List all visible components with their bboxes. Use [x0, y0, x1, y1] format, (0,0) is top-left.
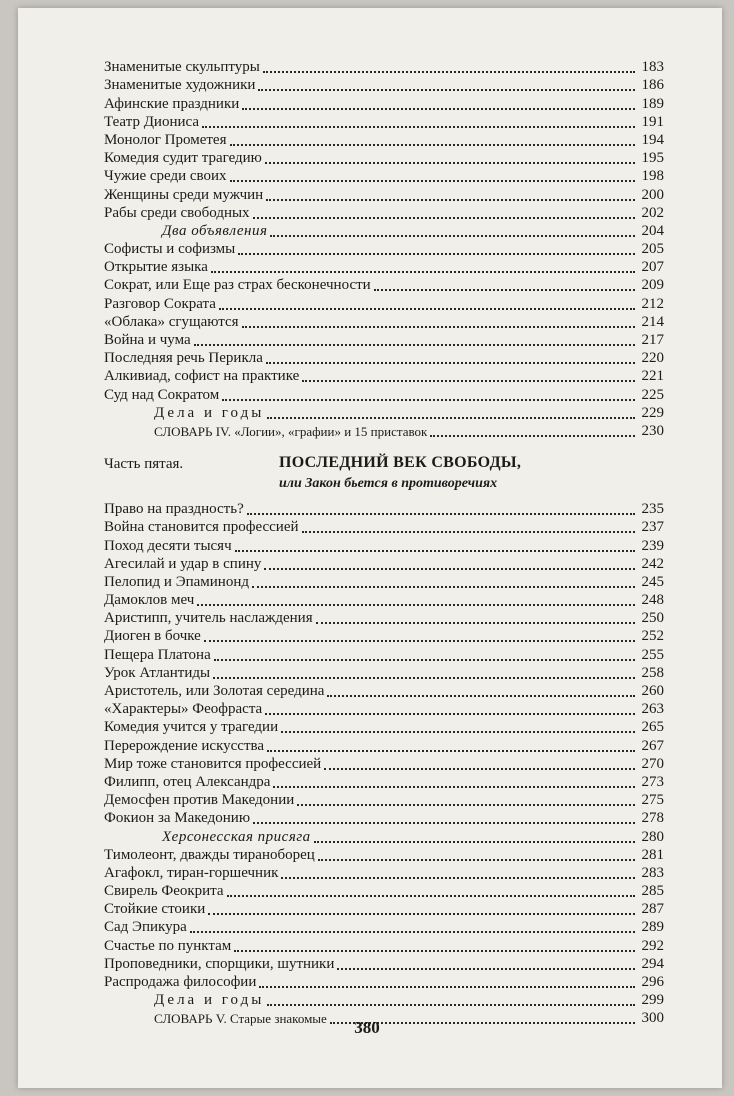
- toc-entry-page: 204: [641, 222, 664, 239]
- toc-entry-title: Дамоклов меч: [104, 592, 195, 609]
- toc-entry-page: 186: [641, 77, 664, 94]
- part-heading: [104, 454, 664, 494]
- toc-entry-page: 220: [641, 350, 664, 367]
- dot-leader: [266, 362, 635, 364]
- toc-entry: [104, 222, 664, 240]
- toc-entry-page: 209: [641, 277, 664, 294]
- toc-entry: [104, 536, 664, 554]
- toc-entry: [104, 313, 664, 331]
- dot-leader: [259, 986, 635, 988]
- toc-entry-page: 212: [641, 295, 664, 312]
- toc-entry-page: 299: [641, 992, 664, 1009]
- toc-entry: [104, 809, 664, 827]
- toc-entry-title: «Характеры» Феофраста: [104, 701, 263, 718]
- toc-entry-page: 294: [641, 955, 664, 972]
- toc-entry-title: Дела и годы: [154, 404, 265, 421]
- toc-entry-page: 300: [641, 1010, 664, 1027]
- toc-entry: [104, 258, 664, 276]
- dot-leader: [281, 877, 635, 879]
- dot-leader: [253, 822, 635, 824]
- dot-leader: [211, 271, 635, 273]
- toc-entry: [104, 736, 664, 754]
- dot-leader: [230, 144, 636, 146]
- dot-leader: [197, 604, 635, 606]
- toc-entry-title: Суд над Сократом: [104, 386, 220, 403]
- toc-entry-title: Комедия судит трагедию: [104, 150, 262, 167]
- toc-entry-page: 296: [641, 974, 664, 990]
- dot-leader: [235, 550, 635, 552]
- dot-leader: [430, 435, 635, 437]
- toc-entry-page: 207: [641, 259, 664, 276]
- toc-entry-page: 270: [641, 755, 664, 772]
- toc-entry-title: Аристипп, учитель наслаждения: [104, 610, 313, 627]
- dot-leader: [273, 786, 635, 788]
- toc-entry: [104, 973, 664, 991]
- toc-entry: [104, 627, 664, 645]
- toc-entry-page: 217: [641, 332, 664, 348]
- toc-entry: [104, 573, 664, 591]
- dot-leader: [258, 89, 635, 91]
- toc-entry: [104, 185, 664, 203]
- toc-entry-page: 258: [641, 664, 664, 681]
- toc-entry-title: Агафокл, тиран-горшечник: [104, 864, 279, 881]
- toc-entry-page: 191: [641, 113, 664, 130]
- toc-entry-page: 267: [641, 737, 664, 754]
- toc-entry-page: 195: [641, 150, 664, 167]
- toc-entry: [104, 404, 664, 422]
- toc-entry-title: Право на праздность?: [104, 501, 244, 518]
- dot-leader: [204, 640, 635, 642]
- toc-entry-page: 263: [641, 701, 664, 718]
- dot-leader: [270, 235, 635, 237]
- toc-entry: [104, 791, 664, 809]
- toc-entry-title: Стойкие стоики: [104, 901, 206, 918]
- toc-entry-title: Сократ, или Еще раз страх бесконечности: [104, 277, 371, 294]
- toc-entry-page: 273: [641, 773, 664, 790]
- toc-entry-page: 278: [641, 810, 664, 827]
- toc-entry-title: Диоген в бочке: [104, 628, 201, 645]
- toc-entry: [104, 882, 664, 900]
- dot-leader: [267, 417, 635, 419]
- toc-entry: [104, 827, 664, 845]
- toc-entry-title: Чужие среди своих: [104, 168, 227, 185]
- toc-entry: [104, 955, 664, 973]
- part-title: ПОСЛЕДНИЙ ВЕК СВОБОДЫ,: [279, 453, 522, 471]
- dot-leader: [267, 1004, 635, 1006]
- toc-entry: [104, 422, 664, 440]
- toc-entry-page: 283: [641, 864, 664, 881]
- toc-entry: [104, 518, 664, 536]
- toc-entry-title: Свирель Феокрита: [104, 883, 224, 900]
- toc-entry: [104, 149, 664, 167]
- toc-entry-title: Рабы среди свободных: [104, 204, 250, 221]
- toc-entry-title: Алкивиад, софист на практике: [104, 368, 300, 385]
- dot-leader: [227, 895, 635, 897]
- toc-entry-page: 252: [641, 628, 664, 645]
- toc-entry-page: 281: [641, 846, 664, 863]
- toc-entry: [104, 94, 664, 112]
- toc-entry: [104, 367, 664, 385]
- toc-entry-page: 230: [641, 422, 664, 439]
- toc-entry-page: 245: [641, 573, 664, 590]
- toc-entry-page: 255: [641, 646, 664, 663]
- toc-entry: [104, 500, 664, 518]
- toc-entry: [104, 58, 664, 76]
- toc-entry-page: 200: [641, 186, 664, 203]
- dot-leader: [247, 513, 635, 515]
- toc-entry-title: Пелопид и Эпаминонд: [104, 573, 249, 590]
- toc-entry-title: Монолог Прометея: [104, 131, 227, 148]
- toc-entry-page: 260: [641, 683, 664, 699]
- dot-leader: [265, 713, 635, 715]
- toc-entry-page: 250: [641, 610, 664, 627]
- toc-entry-title: Мир тоже становится профессией: [104, 755, 322, 772]
- toc-entry: [104, 591, 664, 609]
- toc-entry-page: 202: [641, 204, 664, 221]
- dot-leader: [214, 659, 635, 661]
- toc-entry-page: 239: [641, 537, 664, 554]
- dot-leader: [208, 913, 635, 915]
- toc-entry-page: 189: [641, 95, 664, 112]
- toc-entry-title: Агесилай и удар в спину: [104, 555, 262, 572]
- dot-leader: [264, 568, 635, 570]
- toc-entry-title: Софисты и софизмы: [104, 241, 236, 258]
- toc-entry-title: Афинские праздники: [104, 95, 240, 112]
- toc-entry-title: Два объявления: [162, 222, 268, 239]
- toc-entry-page: 183: [641, 59, 664, 76]
- toc-entry-page: 225: [641, 386, 664, 403]
- dot-leader: [267, 750, 635, 752]
- toc-entry-title: «Облака» сгущаются: [104, 313, 239, 330]
- toc-entry: [104, 900, 664, 918]
- toc-entry: [104, 755, 664, 773]
- dot-leader: [234, 950, 635, 952]
- toc-entry-title: Знаменитые скульптуры: [104, 59, 260, 76]
- toc-entry: [104, 331, 664, 349]
- dot-leader: [302, 380, 635, 382]
- toc-entry: [104, 918, 664, 936]
- dot-leader: [302, 531, 635, 533]
- toc-entry: [104, 718, 664, 736]
- dot-leader: [253, 217, 635, 219]
- toc-entry-page: 194: [641, 131, 664, 148]
- toc-entry-title: Женщины среди мужчин: [104, 186, 264, 203]
- toc-entry: [104, 682, 664, 700]
- dot-leader: [297, 804, 635, 806]
- page-number: 380: [354, 1018, 380, 1037]
- toc-entry-title: Урок Атлантиды: [104, 664, 211, 681]
- toc-entry-page: 275: [641, 792, 664, 809]
- dot-leader: [230, 180, 635, 182]
- toc-entry-page: 289: [641, 919, 664, 936]
- table-of-contents: [104, 58, 664, 1027]
- part-label: Часть пятая.: [104, 455, 184, 472]
- toc-entry: [104, 131, 664, 149]
- toc-entry-title: Поход десяти тысяч: [104, 537, 232, 554]
- dot-leader: [324, 768, 635, 770]
- toc-entry: [104, 864, 664, 882]
- toc-entry-title: СЛОВАРЬ V. Старые знакомые: [154, 1011, 327, 1027]
- dot-leader: [194, 344, 635, 346]
- toc-entry-title: Херсонесская присяга: [162, 828, 311, 845]
- dot-leader: [281, 731, 635, 733]
- toc-entry: [104, 555, 664, 573]
- toc-entry-page: 248: [641, 592, 664, 609]
- dot-leader: [318, 859, 635, 861]
- toc-list-part5: [104, 500, 664, 1027]
- toc-entry-title: Аристотель, или Золотая середина: [104, 683, 325, 699]
- toc-entry-title: Комедия учится у трагедии: [104, 719, 279, 736]
- toc-entry-title: Фокион за Македонию: [104, 810, 251, 827]
- dot-leader: [202, 126, 635, 128]
- toc-entry-page: 229: [641, 404, 664, 421]
- toc-entry-page: 214: [641, 313, 664, 330]
- toc-entry-title: Война и чума: [104, 332, 191, 348]
- dot-leader: [238, 253, 635, 255]
- book-page: [18, 8, 722, 1088]
- dot-leader: [337, 968, 635, 970]
- toc-entry: [104, 664, 664, 682]
- toc-entry: [104, 276, 664, 294]
- toc-entry: [104, 991, 664, 1009]
- toc-entry-page: 280: [641, 828, 664, 845]
- dot-leader: [316, 622, 635, 624]
- toc-entry-title: Разговор Сократа: [104, 295, 216, 312]
- toc-entry: [104, 167, 664, 185]
- toc-entry: [104, 113, 664, 131]
- toc-entry: [104, 936, 664, 954]
- dot-leader: [213, 677, 635, 679]
- toc-entry: [104, 76, 664, 94]
- toc-entry-title: Театр Диониса: [104, 113, 200, 130]
- toc-entry-title: Пещера Платона: [104, 646, 211, 663]
- toc-entry-title: Война становится профессией: [104, 519, 299, 536]
- toc-entry: [104, 609, 664, 627]
- toc-list-part4: [104, 58, 664, 440]
- toc-entry-page: 285: [641, 883, 664, 900]
- toc-entry-title: СЛОВАРЬ IV. «Логии», «графии» и 15 приставок: [154, 423, 428, 439]
- dot-leader: [222, 399, 635, 401]
- dot-leader: [265, 162, 635, 164]
- toc-entry-title: Счастье по пунктам: [104, 937, 232, 954]
- toc-entry-title: Распродажа философии: [104, 974, 257, 990]
- dot-leader: [314, 841, 635, 843]
- dot-leader: [374, 289, 635, 291]
- toc-entry-page: 221: [641, 368, 664, 385]
- dot-leader: [327, 695, 635, 697]
- toc-entry-page: 198: [641, 168, 664, 185]
- toc-entry-page: 242: [641, 555, 664, 572]
- toc-entry-title: Перерождение искусства: [104, 737, 265, 754]
- toc-entry-title: Проповедники, спорщики, шутники: [104, 955, 335, 972]
- toc-entry-title: Знаменитые художники: [104, 77, 256, 94]
- dot-leader: [219, 308, 635, 310]
- toc-entry-page: 237: [641, 519, 664, 536]
- dot-leader: [190, 931, 635, 933]
- toc-entry-title: Демосфен против Македонии: [104, 792, 295, 809]
- toc-entry-title: Тимолеонт, дважды тираноборец: [104, 846, 315, 863]
- dot-leader: [242, 326, 635, 328]
- dot-leader: [266, 199, 635, 201]
- dot-leader: [263, 71, 635, 73]
- toc-entry-title: Дела и годы: [154, 992, 265, 1009]
- part-subtitle: или Закон бьется в противоречиях: [279, 475, 498, 491]
- dot-leader: [242, 108, 635, 110]
- dot-leader: [252, 586, 635, 588]
- toc-entry-page: 265: [641, 719, 664, 736]
- toc-entry: [104, 773, 664, 791]
- toc-entry-page: 205: [641, 241, 664, 258]
- toc-entry-title: Филипп, отец Александра: [104, 773, 271, 790]
- toc-entry: [104, 204, 664, 222]
- toc-entry: [104, 294, 664, 312]
- toc-entry-title: Последняя речь Перикла: [104, 350, 263, 367]
- toc-entry-page: 292: [641, 937, 664, 954]
- toc-entry: [104, 700, 664, 718]
- toc-entry-title: Открытие языка: [104, 259, 208, 276]
- toc-entry-title: Сад Эпикура: [104, 919, 187, 936]
- toc-entry: [104, 645, 664, 663]
- toc-entry: [104, 240, 664, 258]
- toc-entry-page: 235: [641, 501, 664, 518]
- toc-entry: [104, 349, 664, 367]
- toc-entry: [104, 385, 664, 403]
- toc-entry: [104, 846, 664, 864]
- toc-entry-page: 287: [641, 901, 664, 918]
